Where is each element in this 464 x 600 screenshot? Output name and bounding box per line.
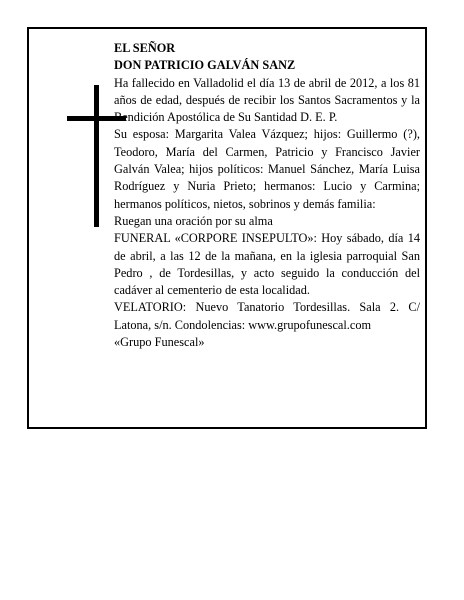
family-list: Su esposa: Margarita Valea Vázquez; hijos: Guillermo (?), Teodoro, María del Carmen, Patricio y Francisco Javier Galván Valea; hijos políticos: Manuel Sánchez, María Luisa Rodríguez y Nuria Prieto; hermanos: Lucio y Carmina; hermanos políticos, nietos, sobrinos y demás familia:	[114, 127, 420, 211]
prayer-request: Ruegan una oración por su alma	[114, 213, 273, 228]
death-announcement: Ha fallecido en Valladolid el día 13 de abril de 2012, a los 81 años de edad, después de recibir los Santos Sacramentos y la Bendición Apostólica de Su Santidad D. E. P.	[114, 75, 420, 125]
obituary-text	[114, 40, 420, 351]
notice-title: EL SEÑOR	[114, 41, 176, 55]
cross-vertical-bar	[94, 85, 99, 227]
funeral-home-signature: «Grupo Funescal»	[114, 335, 205, 350]
wake-details: VELATORIO: Nuevo Tanatorio Tordesillas. Sala 2. C/ Latona, s/n. Condolencias: www.grupofunescal.com	[114, 300, 420, 332]
funeral-details: FUNERAL «CORPORE INSEPULTO»: Hoy sábado, día 14 de abril, a las 12 de la mañana, en la iglesia parroquial San Pedro , de Tordesillas, y acto seguido la conducción del cadáver al cementerio de esta localidad.	[114, 231, 420, 298]
deceased-name: DON PATRICIO GALVÁN SANZ	[114, 58, 296, 73]
